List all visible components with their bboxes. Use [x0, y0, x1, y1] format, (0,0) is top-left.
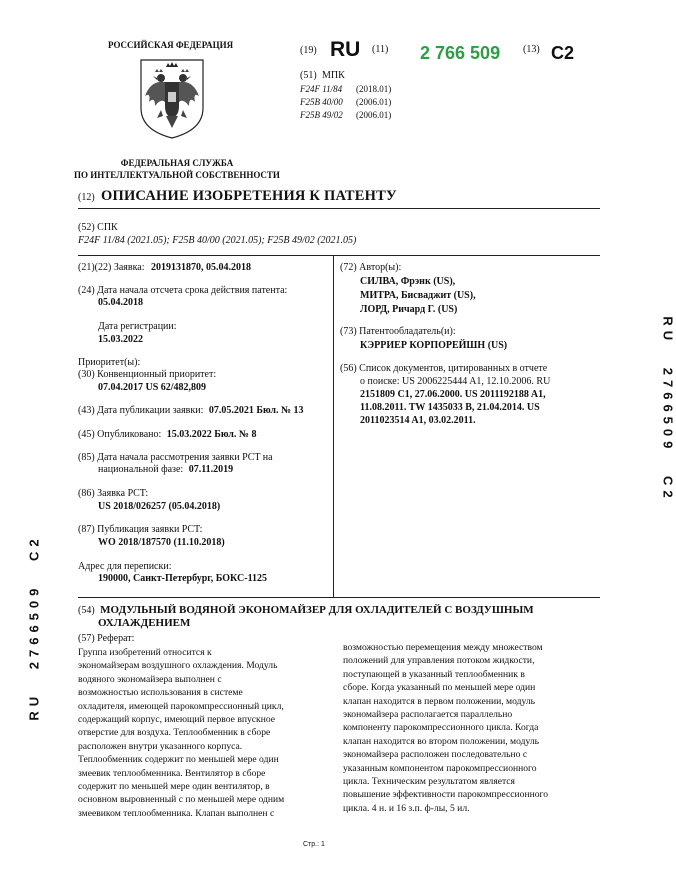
- author-name: СИЛВА, Фрэнк (US),: [360, 276, 456, 287]
- author-name: МИТРА, Бисваджит (US),: [360, 290, 476, 301]
- mpk-class: F24F 11/84: [300, 84, 343, 94]
- abstract-line: клапан находится в первом положении, модуль: [343, 695, 536, 707]
- abstract-line: содержащий корпус, имеющий первое впускное: [78, 714, 276, 726]
- pct-national-label: (85) Дата начала рассмотрения заявки PCT на: [78, 452, 273, 463]
- mpk-label: МПК: [322, 70, 345, 81]
- kind-code: C2: [551, 43, 575, 63]
- patent-number: 2 766 509: [420, 43, 501, 63]
- pct-publication-label: (87) Публикация заявки PCT:: [78, 524, 203, 535]
- application-label: (21)(22) Заявка:: [78, 262, 145, 273]
- abstract-line: змеевик теплообменника. Вентилятор в сборе: [78, 767, 266, 779]
- cited-docs-label: (56) Список документов, цитированных в отчете: [340, 363, 548, 374]
- mpk-version: (2018.01): [356, 84, 392, 94]
- code-19: (19): [300, 45, 317, 56]
- abstract-line: цикла. 4 н. и 16 з.п. ф-лы, 5 ил.: [343, 802, 470, 814]
- registration-label: Дата регистрации:: [98, 321, 177, 332]
- column-divider: [333, 255, 334, 597]
- convention-priority-label: (30) Конвенционный приоритет:: [78, 369, 217, 380]
- pct-national-label2: национальной фазе:: [98, 464, 184, 475]
- code-13: (13): [523, 44, 540, 55]
- abstract-right-column: [343, 641, 578, 815]
- patentee-value: КЭРРИЕР КОРПОРЕЙШН (US): [360, 340, 508, 351]
- country-code: RU: [330, 38, 361, 61]
- spk-classes: F24F 11/84 (2021.05); F25B 40/00 (2021.05); F25B 49/02 (2021.05): [78, 235, 357, 246]
- country-name: РОССИЙСКАЯ ФЕДЕРАЦИЯ: [108, 40, 234, 50]
- registration-value: 15.03.2022: [98, 334, 143, 345]
- authors-label: (72) Автор(ы):: [340, 262, 402, 273]
- pct-application-label: (86) Заявка PCT:: [78, 488, 149, 499]
- mpk-class: F25B 40/00: [300, 97, 343, 107]
- doc-type-code: (12): [78, 192, 95, 203]
- divider: [78, 255, 600, 256]
- page-number: Стр.: 1: [303, 841, 325, 848]
- abstract-line: змеевиком теплообменника. Клапан выполнен с: [78, 807, 275, 819]
- abstract-line: возможностью перемещения между множеством: [343, 642, 543, 653]
- mpk-version: (2006.01): [356, 97, 392, 107]
- cited-docs-line: о поиске: US 2006225444 A1, 12.10.2006. RU: [360, 376, 551, 387]
- term-start-value: 05.04.2018: [98, 297, 143, 308]
- abstract-line: возможностью использования в системе: [78, 687, 243, 699]
- address-label: Адрес для переписки:: [78, 561, 172, 572]
- mpk-class: F25B 49/02: [300, 110, 343, 120]
- author-name: ЛОРД, Ричард Г. (US): [360, 304, 458, 315]
- cited-docs-line: 2011023514 A1, 03.02.2011.: [360, 415, 476, 426]
- abstract-line: основном выровненный с по меньшей мере одним: [78, 794, 285, 806]
- agency-name-line1: ФЕДЕРАЛЬНАЯ СЛУЖБА: [120, 158, 234, 168]
- abstract-line: Группа изобретений относится к: [78, 647, 212, 658]
- invention-title-line2: ОХЛАЖДЕНИЕМ: [98, 617, 191, 629]
- patentee-label: (73) Патентообладатель(и):: [340, 326, 456, 337]
- pct-publication-value: WO 2018/187570 (11.10.2018): [98, 537, 225, 548]
- agency-name-line2: ПО ИНТЕЛЛЕКТУАЛЬНОЙ СОБСТВЕННОСТИ: [74, 170, 280, 180]
- pct-application-value: US 2018/026257 (05.04.2018): [98, 501, 221, 512]
- abstract-line: охладителя, имеющей парокомпрессионный цикл,: [78, 700, 284, 712]
- abstract-line: расположен внутри указанного корпуса.: [78, 740, 243, 752]
- spk-label: (52) СПК: [78, 222, 118, 233]
- abstract-line: повышение эффективности парокомпрессионного: [343, 789, 548, 801]
- invention-title-line1: МОДУЛЬНЫЙ ВОДЯНОЙ ЭКОНОМАЙЗЕР ДЛЯ ОХЛАДИТЕЛЕЙ С ВОЗДУШНЫМ: [100, 604, 534, 616]
- abstract-line: указанным компонентом парокомпрессионного: [343, 762, 537, 774]
- abstract-line: клапан находится во втором положении, модуль: [343, 735, 540, 747]
- published-value: 15.03.2022 Бюл. № 8: [166, 429, 257, 440]
- published-label: (45) Опубликовано:: [78, 429, 162, 440]
- coat-of-arms-emblem: [137, 58, 207, 140]
- abstract-line: отверстие для воздуха. Теплообменник в сборе: [78, 727, 271, 739]
- abstract-line: положений для управления потоком жидкости,: [343, 655, 535, 667]
- address-value: 190000, Санкт-Петербург, БОКС-1125: [98, 573, 268, 584]
- mpk-code: (51): [300, 70, 317, 81]
- abstract-line: Теплообменник содержит по меньшей мере один: [78, 754, 279, 766]
- abstract-line: компоненту парокомпрессионного цикла. Когда: [343, 722, 539, 734]
- cited-docs-line: 2151809 C1, 27.06.2000. US 2011192188 A1,: [360, 389, 546, 400]
- abstract-left-column: [78, 646, 305, 820]
- side-number-right: RU 2766509 C2: [660, 316, 676, 503]
- abstract-line: содержит по меньшей мере один вентилятор, в: [78, 781, 270, 793]
- abstract-line: экономайзерам воздушного охлаждения. Модуль: [78, 660, 278, 672]
- side-number-left: RU 2766509 C2: [26, 534, 42, 721]
- abstract-line: поступающей в указанный теплообменник в: [343, 668, 525, 680]
- divider: [78, 597, 600, 598]
- abstract-label: (57) Реферат:: [78, 633, 135, 644]
- convention-priority-value: 07.04.2017 US 62/482,809: [98, 382, 207, 393]
- doc-type-title: ОПИСАНИЕ ИЗОБРЕТЕНИЯ К ПАТЕНТУ: [101, 188, 397, 204]
- publication-app-value: 07.05.2021 Бюл. № 13: [208, 405, 304, 416]
- abstract-line: сборе. Когда указанный по меньшей мере один: [343, 682, 536, 694]
- mpk-version: (2006.01): [356, 110, 392, 120]
- application-value: 2019131870, 05.04.2018: [151, 262, 252, 273]
- abstract-line: водяного экономайзера выполнен с: [78, 673, 222, 685]
- title-code: (54): [78, 605, 95, 616]
- term-start-label: (24) Дата начала отсчета срока действия патента:: [78, 285, 288, 296]
- abstract-line: цикла. Техническим результатом является: [343, 776, 515, 788]
- priority-label: Приоритет(ы):: [78, 357, 141, 368]
- abstract-line: экономайзера располагается параллельно: [343, 709, 513, 721]
- publication-app-label: (43) Дата публикации заявки:: [78, 405, 204, 416]
- code-11: (11): [372, 44, 389, 55]
- pct-national-value: 07.11.2019: [188, 464, 234, 475]
- abstract-line: экономайзера расположен последовательно с: [343, 749, 528, 761]
- divider: [78, 208, 600, 209]
- cited-docs-line: 11.08.2011. TW 1435033 B, 21.04.2014. US: [360, 402, 540, 413]
